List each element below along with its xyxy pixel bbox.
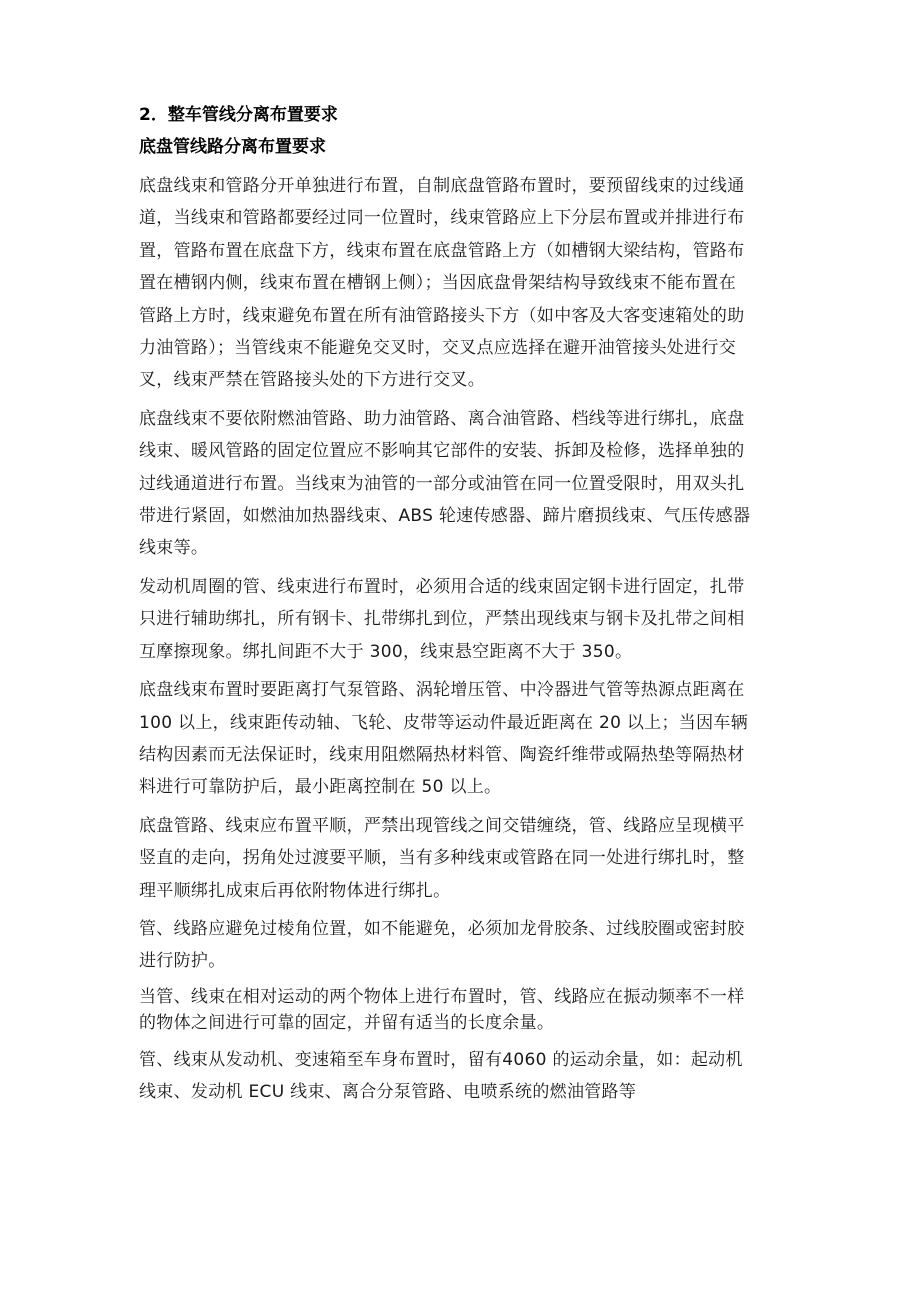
text-line: 置在槽钢内侧，线束布置在槽钢上侧）；当因底盘骨架结构导致线束不能布置在 <box>139 273 736 294</box>
text-line: 底盘线束布置时要距离打气泵管路、涡轮增压管、中冷器进气管等热源点距离在 <box>139 680 745 701</box>
text-line: 结构因素而无法保证时，线束用阻燃隔热材料管、陶瓷纤维带或隔热垫等隔热材 <box>139 744 745 765</box>
paragraph-motion-allowance <box>139 1044 785 1109</box>
text-line: 底盘管路、线束应布置平顺，严禁出现管线之间交错缠绕，管、线路应呈现横平 <box>139 815 745 836</box>
text-line: 线束等。 <box>139 538 209 559</box>
text-line: 叉，线束严禁在管路接头处的下方进行交叉。 <box>139 370 485 391</box>
text-line: 线束、暖风管路的固定位置应不影响其它部件的安装、拆卸及检修，选择单独的 <box>139 441 745 462</box>
text-line: 当管、线束在相对运动的两个物体上进行布置时，管、线路应在振动频率不一样 <box>139 986 745 1007</box>
text-line: 带进行紧固，如燃油加热器线束、ABS 轮速传感器、蹄片磨损线束、气压传感器 <box>139 506 751 527</box>
paragraph-edge-protection <box>139 913 785 978</box>
section-title: 2．整车管线分离布置要求 <box>139 105 338 125</box>
document-page <box>139 104 785 1115</box>
paragraph-heat-source-distance <box>139 674 785 804</box>
text-line: 只进行辅助绑扎，所有钢卡、扎带绑扎到位，严禁出现线束与钢卡及扎带之间相 <box>139 609 745 630</box>
text-line: 竖直的走向，拐角处过渡要平顺，当有多种线束或管路在同一处进行绑扎时，整 <box>139 848 745 869</box>
paragraph-separation-layout <box>139 170 785 397</box>
subsection-title: 底盘管线路分离布置要求 <box>139 137 326 157</box>
text-line: 互摩擦现象。绑扎间距不大于 300，线束悬空距离不大于 350。 <box>139 641 633 662</box>
paragraph-binding-rules <box>139 403 785 565</box>
text-line: 过线通道进行布置。当线束为油管的一部分或油管在同一位置受限时，用双头扎 <box>139 473 745 494</box>
text-line: 发动机周圈的管、线束进行布置时，必须用合适的线束固定钢卡进行固定，扎带 <box>139 576 745 597</box>
text-line: 线束、发动机 ECU 线束、离合分泵管路、电喷系统的燃油管路等 <box>139 1082 637 1103</box>
text-line: 进行防护。 <box>139 951 226 972</box>
text-line: 底盘线束和管路分开单独进行布置，自制底盘管路布置时，要预留线束的过线通 <box>139 176 745 196</box>
text-line: 底盘线束不要依附燃油管路、助力油管路、离合油管路、档线等进行绑扎，底盘 <box>139 408 745 429</box>
text-line: 料进行可靠防护后，最小距离控制在 50 以上。 <box>139 777 502 798</box>
text-line: 管、线路应避免过棱角位置，如不能避免，必须加龙骨胶条、过线胶圈或密封胶 <box>139 918 745 939</box>
text-line: 的物体之间进行可靠的固定，并留有适当的长度余量。 <box>139 1012 555 1033</box>
paragraph-engine-area <box>139 571 785 668</box>
paragraph-smooth-routing <box>139 810 785 907</box>
text-line: 置，管路布置在底盘下方，线束布置在底盘管路上方（如槽钢大梁结构，管路布 <box>139 240 745 261</box>
text-line: 管、线束从发动机、变速箱至车身布置时，留有4060 的运动余量，如：起动机 <box>139 1049 743 1070</box>
text-line: 理平顺绑扎成束后再依附物体进行绑扎。 <box>139 880 451 901</box>
text-line: 管路上方时，线束避免布置在所有油管路接头下方（如中客及大客变速箱处的助 <box>139 305 745 326</box>
text-line: 100 以上，线束距传动轴、飞轮、皮带等运动件最近距离在 20 以上；当因车辆 <box>139 712 748 733</box>
paragraph-relative-motion <box>139 984 785 1036</box>
text-line: 道，当线束和管路都要经过同一位置时，线束管路应上下分层布置或并排进行布 <box>139 208 745 229</box>
text-line: 力油管路）；当管线束不能避免交叉时，交叉点应选择在避开油管接头处进行交 <box>139 338 736 359</box>
